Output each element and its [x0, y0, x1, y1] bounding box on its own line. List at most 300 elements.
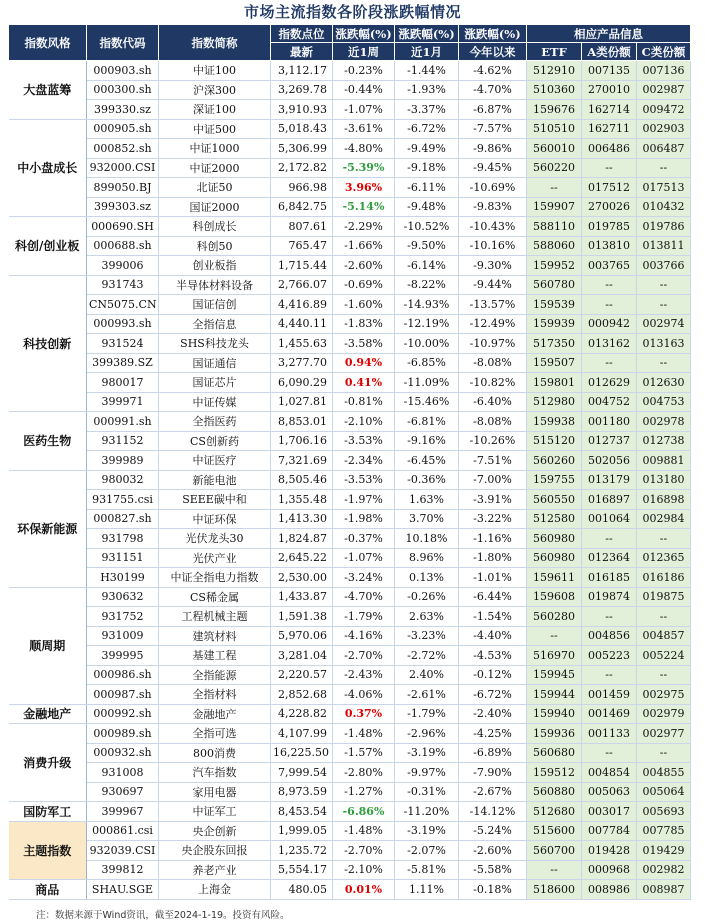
change-1m-cell: -6.81% [395, 412, 459, 432]
etf-code-cell: 159507 [527, 353, 582, 373]
fund-a-code-cell: 004854 [582, 763, 637, 783]
index-name-cell: 全指信息 [159, 314, 271, 334]
fund-a-code-cell: -- [582, 607, 637, 627]
table-row [9, 587, 691, 607]
fund-c-code-cell: 005693 [637, 802, 691, 822]
change-1m-cell: -15.46% [395, 392, 459, 412]
change-1w-cell: -3.53% [333, 470, 395, 490]
change-1m-cell: -2.61% [395, 685, 459, 705]
change-1w-cell: -1.79% [333, 607, 395, 627]
table-row [9, 158, 691, 178]
etf-code-cell: 159539 [527, 295, 582, 315]
change-ytd-cell: -6.40% [459, 392, 527, 412]
etf-code-cell: 588060 [527, 236, 582, 256]
table-row [9, 412, 691, 432]
change-ytd-cell: -4.70% [459, 80, 527, 100]
index-code-cell: 932039.CSI [87, 841, 159, 861]
change-ytd-cell: -9.86% [459, 139, 527, 159]
etf-code-cell: 159938 [527, 412, 582, 432]
latest-level-cell: 2,852.68 [271, 685, 333, 705]
fund-a-code-cell: -- [582, 353, 637, 373]
latest-level-cell: 2,766.07 [271, 275, 333, 295]
latest-level-cell: 480.05 [271, 880, 333, 900]
change-1w-cell: -4.06% [333, 685, 395, 705]
index-code-cell: 399303.sz [87, 197, 159, 217]
style-category-cell: 消费升级 [9, 724, 87, 802]
change-1m-cell: -6.11% [395, 178, 459, 198]
fund-a-code-cell: 270026 [582, 197, 637, 217]
index-name-cell: 中证2000 [159, 158, 271, 178]
table-row [9, 353, 691, 373]
etf-code-cell: -- [527, 860, 582, 880]
change-1m-cell: -10.00% [395, 334, 459, 354]
change-ytd-cell: -1.80% [459, 548, 527, 568]
index-name-cell: 工程机械主题 [159, 607, 271, 627]
fund-c-code-cell: 016186 [637, 568, 691, 588]
etf-code-cell: 512680 [527, 802, 582, 822]
index-name-cell: 创业板指 [159, 256, 271, 276]
latest-level-cell: 4,228.82 [271, 704, 333, 724]
header-name: 指数简称 [159, 25, 271, 61]
fund-a-code-cell: 006486 [582, 139, 637, 159]
table-row [9, 373, 691, 393]
index-name-cell: 家用电器 [159, 782, 271, 802]
index-name-cell: 中证100 [159, 61, 271, 81]
fund-a-code-cell: 004856 [582, 626, 637, 646]
change-1m-cell: -1.93% [395, 80, 459, 100]
fund-a-code-cell: 003017 [582, 802, 637, 822]
latest-level-cell: 3,910.93 [271, 100, 333, 120]
fund-c-code-cell: -- [637, 665, 691, 685]
etf-code-cell: 560260 [527, 451, 582, 471]
change-1m-cell: 0.13% [395, 568, 459, 588]
change-ytd-cell: -14.12% [459, 802, 527, 822]
change-ytd-cell: -10.97% [459, 334, 527, 354]
latest-level-cell: 1,999.05 [271, 821, 333, 841]
etf-code-cell: 560700 [527, 841, 582, 861]
index-name-cell: 科创50 [159, 236, 271, 256]
table-row [9, 392, 691, 412]
change-1m-cell: -0.36% [395, 470, 459, 490]
latest-level-cell: 1,355.48 [271, 490, 333, 510]
table-row [9, 431, 691, 451]
table-row [9, 314, 691, 334]
fund-a-code-cell: 013810 [582, 236, 637, 256]
change-1w-cell: 0.01% [333, 880, 395, 900]
table-row [9, 743, 691, 763]
fund-a-code-cell: 005223 [582, 646, 637, 666]
fund-c-code-cell: 006487 [637, 139, 691, 159]
table-row [9, 802, 691, 822]
fund-a-code-cell: 162711 [582, 119, 637, 139]
change-1m-cell: 1.11% [395, 880, 459, 900]
latest-level-cell: 1,715.44 [271, 256, 333, 276]
index-name-cell: 汽车指数 [159, 763, 271, 783]
table-row [9, 568, 691, 588]
index-name-cell: 国证通信 [159, 353, 271, 373]
etf-code-cell: 512910 [527, 61, 582, 81]
index-code-cell: 000993.sh [87, 314, 159, 334]
etf-code-cell: 159936 [527, 724, 582, 744]
etf-code-cell: 159952 [527, 256, 582, 276]
change-ytd-cell: -4.62% [459, 61, 527, 81]
change-1w-cell: 0.94% [333, 353, 395, 373]
change-ytd-cell: -6.72% [459, 685, 527, 705]
latest-level-cell: 3,281.04 [271, 646, 333, 666]
latest-level-cell: 1,706.16 [271, 431, 333, 451]
fund-c-code-cell: 012365 [637, 548, 691, 568]
index-code-cell: 930697 [87, 782, 159, 802]
fund-a-code-cell: 016185 [582, 568, 637, 588]
index-name-cell: 光伏龙头30 [159, 529, 271, 549]
change-ytd-cell: -10.69% [459, 178, 527, 198]
table-row [9, 665, 691, 685]
index-name-cell: 沪深300 [159, 80, 271, 100]
change-1m-cell: -3.19% [395, 743, 459, 763]
index-code-cell: 931798 [87, 529, 159, 549]
index-code-cell: 399995 [87, 646, 159, 666]
latest-level-cell: 2,172.82 [271, 158, 333, 178]
change-ytd-cell: -7.90% [459, 763, 527, 783]
change-ytd-cell: -6.89% [459, 743, 527, 763]
latest-level-cell: 3,112.17 [271, 61, 333, 81]
fund-a-code-cell: 007135 [582, 61, 637, 81]
change-ytd-cell: -10.16% [459, 236, 527, 256]
change-1m-cell: -9.49% [395, 139, 459, 159]
fund-a-code-cell: 001133 [582, 724, 637, 744]
change-1w-cell: -2.29% [333, 217, 395, 237]
fund-a-code-cell: 003765 [582, 256, 637, 276]
fund-c-code-cell: 008987 [637, 880, 691, 900]
index-name-cell: 新能电池 [159, 470, 271, 490]
style-category-cell: 顺周期 [9, 587, 87, 704]
index-code-cell: 399812 [87, 860, 159, 880]
etf-code-cell: 560980 [527, 548, 582, 568]
fund-c-code-cell: 002978 [637, 412, 691, 432]
change-ytd-cell: -4.40% [459, 626, 527, 646]
change-ytd-cell: -10.43% [459, 217, 527, 237]
index-code-cell: 931009 [87, 626, 159, 646]
table-row [9, 197, 691, 217]
change-1w-cell: -0.37% [333, 529, 395, 549]
index-name-cell: 基建工程 [159, 646, 271, 666]
change-1w-cell: 0.37% [333, 704, 395, 724]
header-m1-top: 涨跌幅(%) [395, 25, 459, 43]
change-1w-cell: -0.81% [333, 392, 395, 412]
change-1m-cell: -9.50% [395, 236, 459, 256]
header-m1-bottom: 近1月 [395, 43, 459, 61]
latest-level-cell: 1,235.72 [271, 841, 333, 861]
fund-a-code-cell: -- [582, 158, 637, 178]
index-code-cell: 000986.sh [87, 665, 159, 685]
fund-c-code-cell: -- [637, 353, 691, 373]
change-ytd-cell: -9.45% [459, 158, 527, 178]
index-code-cell: SHAU.SGE [87, 880, 159, 900]
index-code-cell: 930632 [87, 587, 159, 607]
latest-level-cell: 1,824.87 [271, 529, 333, 549]
index-code-cell: 000991.sh [87, 412, 159, 432]
change-ytd-cell: -13.57% [459, 295, 527, 315]
header-ytd-top: 涨跌幅(%) [459, 25, 527, 43]
index-name-cell: 建筑材料 [159, 626, 271, 646]
index-name-cell: 800消费 [159, 743, 271, 763]
style-category-cell: 金融地产 [9, 704, 87, 724]
etf-code-cell: 560220 [527, 158, 582, 178]
change-1m-cell: -6.45% [395, 451, 459, 471]
fund-c-code-cell: 002903 [637, 119, 691, 139]
fund-a-code-cell: 012364 [582, 548, 637, 568]
latest-level-cell: 7,999.54 [271, 763, 333, 783]
table-row [9, 763, 691, 783]
latest-level-cell: 6,842.75 [271, 197, 333, 217]
fund-c-code-cell: -- [637, 529, 691, 549]
change-1w-cell: -0.23% [333, 61, 395, 81]
fund-a-code-cell: 000968 [582, 860, 637, 880]
change-1m-cell: -10.52% [395, 217, 459, 237]
index-name-cell: 中证500 [159, 119, 271, 139]
latest-level-cell: 5,306.99 [271, 139, 333, 159]
change-1m-cell: 10.18% [395, 529, 459, 549]
change-1w-cell: -5.39% [333, 158, 395, 178]
style-category-cell: 主题指数 [9, 821, 87, 880]
index-code-cell: 000688.sh [87, 236, 159, 256]
index-code-cell: 399330.sz [87, 100, 159, 120]
change-1w-cell: -1.07% [333, 100, 395, 120]
table-row [9, 529, 691, 549]
header-code: 指数代码 [87, 25, 159, 61]
change-1w-cell: -1.66% [333, 236, 395, 256]
style-category-cell: 科技创新 [9, 275, 87, 412]
fund-c-code-cell: 017513 [637, 178, 691, 198]
fund-c-code-cell: 013180 [637, 470, 691, 490]
index-code-cell: 000992.sh [87, 704, 159, 724]
index-name-cell: 半导体材料设备 [159, 275, 271, 295]
fund-c-code-cell: 013811 [637, 236, 691, 256]
change-1w-cell: -5.14% [333, 197, 395, 217]
table-row [9, 782, 691, 802]
etf-code-cell: 159676 [527, 100, 582, 120]
latest-level-cell: 8,505.46 [271, 470, 333, 490]
latest-level-cell: 1,027.81 [271, 392, 333, 412]
etf-code-cell: 518600 [527, 880, 582, 900]
latest-level-cell: 8,853.01 [271, 412, 333, 432]
etf-code-cell: 560280 [527, 607, 582, 627]
index-name-cell: 全指材料 [159, 685, 271, 705]
fund-a-code-cell: 019874 [582, 587, 637, 607]
index-name-cell: 中证医疗 [159, 451, 271, 471]
change-1w-cell: -1.98% [333, 509, 395, 529]
footnote: 注：数据来源于Wind资讯，截至2024-1-19。投资有风险。 [36, 909, 290, 921]
change-1w-cell: -4.70% [333, 587, 395, 607]
index-code-cell: 399389.SZ [87, 353, 159, 373]
index-name-cell: 光伏产业 [159, 548, 271, 568]
latest-level-cell: 1,433.87 [271, 587, 333, 607]
change-ytd-cell: -1.54% [459, 607, 527, 627]
table-row [9, 724, 691, 744]
latest-level-cell: 4,440.11 [271, 314, 333, 334]
change-1m-cell: -3.19% [395, 821, 459, 841]
fund-c-code-cell: 009881 [637, 451, 691, 471]
change-1m-cell: -11.20% [395, 802, 459, 822]
index-name-cell: 央企股东回报 [159, 841, 271, 861]
index-code-cell: 931755.csi [87, 490, 159, 510]
latest-level-cell: 807.61 [271, 217, 333, 237]
latest-level-cell: 8,973.59 [271, 782, 333, 802]
table-row [9, 880, 691, 900]
index-code-cell: 399967 [87, 802, 159, 822]
change-1m-cell: -6.72% [395, 119, 459, 139]
change-1w-cell: -0.44% [333, 80, 395, 100]
change-1m-cell: -2.96% [395, 724, 459, 744]
change-ytd-cell: -7.51% [459, 451, 527, 471]
change-ytd-cell: -7.57% [459, 119, 527, 139]
fund-a-code-cell: 013179 [582, 470, 637, 490]
change-1m-cell: -3.23% [395, 626, 459, 646]
table-row [9, 178, 691, 198]
change-ytd-cell: -8.08% [459, 353, 527, 373]
table-row [9, 626, 691, 646]
index-name-cell: 国证芯片 [159, 373, 271, 393]
index-performance-table [8, 24, 691, 900]
index-name-cell: 全指可选 [159, 724, 271, 744]
fund-a-code-cell: 008986 [582, 880, 637, 900]
latest-level-cell: 7,321.69 [271, 451, 333, 471]
fund-c-code-cell: 004855 [637, 763, 691, 783]
change-ytd-cell: -0.12% [459, 665, 527, 685]
change-ytd-cell: -5.58% [459, 860, 527, 880]
header-fund-a: A类份额 [582, 43, 637, 61]
index-code-cell: 000300.sh [87, 80, 159, 100]
fund-c-code-cell: 004753 [637, 392, 691, 412]
fund-c-code-cell: -- [637, 295, 691, 315]
change-ytd-cell: -2.67% [459, 782, 527, 802]
index-code-cell: 932000.CSI [87, 158, 159, 178]
change-ytd-cell: -6.44% [459, 587, 527, 607]
fund-c-code-cell: -- [637, 607, 691, 627]
change-1m-cell: -9.16% [395, 431, 459, 451]
index-code-cell: 931008 [87, 763, 159, 783]
index-name-cell: 中证1000 [159, 139, 271, 159]
index-code-cell: 000932.sh [87, 743, 159, 763]
etf-code-cell: -- [527, 626, 582, 646]
change-ytd-cell: -9.83% [459, 197, 527, 217]
latest-level-cell: 1,455.63 [271, 334, 333, 354]
change-ytd-cell: -0.18% [459, 880, 527, 900]
index-name-cell: 北证50 [159, 178, 271, 198]
index-code-cell: 931151 [87, 548, 159, 568]
change-1m-cell: -8.22% [395, 275, 459, 295]
change-ytd-cell: -5.24% [459, 821, 527, 841]
etf-code-cell: 560980 [527, 529, 582, 549]
change-1w-cell: -1.48% [333, 821, 395, 841]
fund-a-code-cell: 001064 [582, 509, 637, 529]
etf-code-cell: 510360 [527, 80, 582, 100]
index-name-cell: SHS科技龙头 [159, 334, 271, 354]
etf-code-cell: 515120 [527, 431, 582, 451]
change-1m-cell: -9.97% [395, 763, 459, 783]
etf-code-cell: 516970 [527, 646, 582, 666]
etf-code-cell: 159907 [527, 197, 582, 217]
fund-c-code-cell: 002977 [637, 724, 691, 744]
fund-a-code-cell: -- [582, 295, 637, 315]
fund-c-code-cell: 019786 [637, 217, 691, 237]
table-row [9, 236, 691, 256]
etf-code-cell: 560550 [527, 490, 582, 510]
change-1w-cell: 3.96% [333, 178, 395, 198]
change-1w-cell: -3.53% [333, 431, 395, 451]
index-name-cell: 全指医药 [159, 412, 271, 432]
fund-a-code-cell: 502056 [582, 451, 637, 471]
change-1w-cell: -2.80% [333, 763, 395, 783]
change-1m-cell: -14.93% [395, 295, 459, 315]
index-code-cell: 980032 [87, 470, 159, 490]
latest-level-cell: 2,220.57 [271, 665, 333, 685]
change-1m-cell: 8.96% [395, 548, 459, 568]
style-category-cell: 环保新能源 [9, 470, 87, 587]
index-name-cell: 中证全指电力指数 [159, 568, 271, 588]
fund-a-code-cell: 016897 [582, 490, 637, 510]
fund-c-code-cell: 012630 [637, 373, 691, 393]
fund-c-code-cell: 007785 [637, 821, 691, 841]
etf-code-cell: 159940 [527, 704, 582, 724]
table-row [9, 80, 691, 100]
fund-a-code-cell: -- [582, 743, 637, 763]
latest-level-cell: 4,416.89 [271, 295, 333, 315]
change-ytd-cell: -10.26% [459, 431, 527, 451]
header-w1-top: 涨跌幅(%) [333, 25, 395, 43]
change-1m-cell: 2.63% [395, 607, 459, 627]
change-1w-cell: -2.34% [333, 451, 395, 471]
index-name-cell: 国证2000 [159, 197, 271, 217]
index-name-cell: 国证信创 [159, 295, 271, 315]
table-row [9, 841, 691, 861]
fund-a-code-cell: 270010 [582, 80, 637, 100]
fund-c-code-cell: 002975 [637, 685, 691, 705]
index-code-cell: 399989 [87, 451, 159, 471]
latest-level-cell: 5,018.43 [271, 119, 333, 139]
latest-level-cell: 2,530.00 [271, 568, 333, 588]
index-code-cell: 980017 [87, 373, 159, 393]
fund-c-code-cell: 019875 [637, 587, 691, 607]
table-row [9, 119, 691, 139]
index-name-cell: 央企创新 [159, 821, 271, 841]
index-name-cell: SEEE碳中和 [159, 490, 271, 510]
table-row [9, 139, 691, 159]
latest-level-cell: 966.98 [271, 178, 333, 198]
fund-a-code-cell: 001459 [582, 685, 637, 705]
change-ytd-cell: -3.91% [459, 490, 527, 510]
change-1m-cell: -9.18% [395, 158, 459, 178]
change-ytd-cell: -12.49% [459, 314, 527, 334]
change-1w-cell: -4.80% [333, 139, 395, 159]
change-1m-cell: -9.48% [395, 197, 459, 217]
change-1w-cell: -2.43% [333, 665, 395, 685]
change-1m-cell: 1.63% [395, 490, 459, 510]
change-1w-cell: -3.58% [333, 334, 395, 354]
index-name-cell: 中证军工 [159, 802, 271, 822]
table-row [9, 217, 691, 237]
table-row [9, 548, 691, 568]
etf-code-cell: 159611 [527, 568, 582, 588]
change-1w-cell: -2.10% [333, 860, 395, 880]
fund-a-code-cell: 005063 [582, 782, 637, 802]
fund-c-code-cell: -- [637, 158, 691, 178]
index-code-cell: 931152 [87, 431, 159, 451]
index-code-cell: 931743 [87, 275, 159, 295]
fund-c-code-cell: 010432 [637, 197, 691, 217]
change-ytd-cell: -2.40% [459, 704, 527, 724]
change-ytd-cell: -1.16% [459, 529, 527, 549]
